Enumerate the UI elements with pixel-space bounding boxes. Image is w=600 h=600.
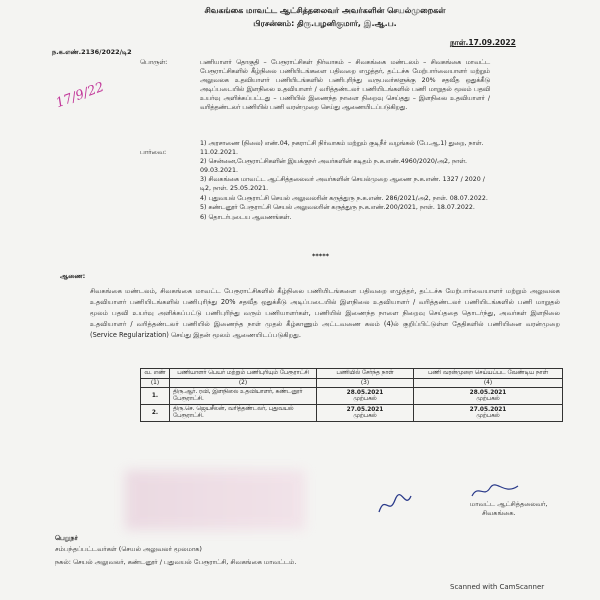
redacted-area [125, 470, 305, 530]
row-number: 2. [141, 405, 170, 422]
document-date: நாள்.17.09.2022 [450, 38, 516, 47]
table-row [141, 388, 563, 405]
table-row [141, 405, 563, 422]
regularized-date: 27.05.2021 [469, 406, 507, 413]
column-number: (1) [141, 379, 170, 388]
column-number-row [141, 379, 563, 388]
copy-to: நகல்: செயல் அலுவலர், கண்டனூர் / புதுவயல் பேரூராட்சி, சிவகங்கை மாவட்டம். [55, 558, 297, 566]
column-header: பணியில் சேர்ந்த நாள் [317, 369, 414, 379]
column-header: பணியாளர் பெயர் மற்றும் பணிபுரியும் பேரூராட்சி [170, 369, 317, 379]
separator-stars: ***** [312, 252, 329, 260]
column-number: (4) [414, 379, 563, 388]
column-number: (3) [317, 379, 414, 388]
subject-label: பொருள்: [140, 58, 168, 66]
references-list [200, 140, 490, 223]
employee-name: திரு.செ. ஜெயசீலன், வரித்தண்டலர், புதுவயல் பேரூராட்சி. [170, 405, 317, 422]
signatory-place: சிவகங்கை. [482, 509, 516, 517]
order-label: ஆணை: [60, 272, 86, 280]
joined-date: 28.05.2021 [346, 389, 384, 396]
joined-date: 27.05.2021 [346, 406, 384, 413]
handwritten-initials [54, 80, 106, 111]
regularized-note: முற்பகல் [476, 395, 500, 402]
table-header-row [141, 369, 563, 379]
signatory-title: மாவட்ட ஆட்சித்தலைவர், [470, 500, 548, 508]
document-page [30, 0, 590, 600]
joined-note: முற்பகல் [353, 412, 377, 419]
reference-item: 6) தொடர்புடைய ஆவணங்கள். [200, 213, 292, 221]
regularized-note: முற்பகல் [476, 412, 500, 419]
header-line-1: சிவகங்கை மாவட்ட ஆட்சித்தலைவர் அவர்களின் செயல்முறைகள் [204, 6, 446, 15]
column-header: பணி வரன்முறை செய்யப்பட வேண்டிய நாள் [414, 369, 563, 379]
column-header: வ. எண் [141, 369, 170, 379]
reference-item: 1) அரசாணை (நிலை) எண்.04, நகராட்சி நிர்வாகம் மற்றும் குடிநீர் வழங்கல் (பே.ஆ.1) துறை, நாள். 11.02.2021. [200, 140, 484, 156]
row-number: 1. [141, 388, 170, 405]
regularized-date: 28.05.2021 [469, 389, 507, 396]
reference-item: 3) சிவகங்கை மாவட்ட ஆட்சித்தலைவர் அவர்களின் செயல்முறை ஆணை ந.க.எண். 1327 / 2020 / டி2, நாள். 25.05.2021. [200, 176, 485, 192]
recipient-label: பெறுநர் [55, 534, 78, 542]
signatory-signature [470, 482, 520, 500]
reference-item: 2) சென்னை,பேரூராட்சிகளின் இயக்குநர் அவர்களின் கடிதம் ந.க.எண்.4960/2020/அ2, நாள். 09.03.2021. [200, 158, 468, 174]
reference-item: 4) புதுவயல் பேரூராட்சி செயல் அலுவலரின் கருத்துரு ந.க.எண். 286/2021/அ2, நாள். 08.07.2022. [200, 194, 488, 202]
reference-number: ந.க.எண்.2136/2022/டி2 [52, 48, 132, 56]
references-label: பார்வை: [140, 148, 167, 156]
signature-mark: 17/9/22 [53, 79, 107, 112]
employee-name: திரு.ஆர். ரவி, இளநிலை உதவியாளர், கண்டனூர் பேரூராட்சி. [170, 388, 317, 405]
recipient: சம்பந்தப்பட்டவர்கள் (செயல் அலுவலர் மூலமாக) [55, 545, 202, 553]
header-line-2: பிரசன்னம்: திரு.பழனிகுமார், இ.ஆ.ப. [253, 19, 397, 28]
regularization-table [140, 368, 563, 422]
reference-item: 5) கண்டனூர் பேரூராட்சி செயல் அலுவலரின் கருத்துரு ந.க.எண்.200/2021, நாள். 18.07.2022. [200, 204, 475, 212]
subject-text: பணியாளர் தொகுதி – பேரூராட்சிகள் நிர்வாகம் – சிவகங்கை மண்டலம் – சிவகங்கை மாவட்ட பேரூராட்சிகளில் கீழ்நிலை பணியிடங்களை பதிவறை எழுத்தர், தட்டச்சு மேற்பார்வையாளர் மற்றும் அலுவலக உதவியாளர் பணியிடங்களில் பணிபுரிந்து வருபவர்களுக்கு 20% சதவீத ஒதுக்கீடு அடிப்படையில் இளநிலை உதவியாளர் / வரித்தண்டலர் பணியிடங்களில் பணி மாறுதல் மூலம் பதவி உயர்வு அளிக்கப்பட்டது – பணியில் இணைந்த நாளை நிறைவு செய்தது – இளநிலை உதவியாளர் / வரித்தண்டலர் பணியில் பணி வரன்முறை செய்து ஆணையிடப்படுகிறது. [200, 59, 490, 111]
column-number: (2) [170, 379, 317, 388]
scanner-watermark: Scanned with CamScanner [450, 583, 545, 591]
order-text: சிவகங்கை மண்டலம், சிவகங்கை மாவட்ட பேரூராட்சிகளில் கீழ்நிலை பணியிடங்களை பதிவறை எழுத்தர், தட்டச்சு மேற்பார்வையாளர் மற்றும் அலுவலக உதவியாளர் பணியிடங்களில் பணிபுரிந்து 20% சதவீத ஒதுக்கீடு அடிப்படையில் இளநிலை உதவியாளர் / வரித்தண்டலர் பணியிடங்களில் பணி மாறுதல் மூலம் பதவி உயர்வு அளிக்கப்பட்டு பணிபுரிந்து வரும் பணியாளர்கள், பணியில் இணைந்த நாளை நிறைவு செய்ததை தொடர்ந்து, அவர்கள் இளநிலை உதவியாளர் / வரித்தண்டலர் பணியில் இணைந்த நாள் முதல் கீழ்காணும் அட்டவணை கலம் (4)ல் குறிப்பிட்டுள்ள தேதிகளில் பணியினை வரன்முறை (Service Regularization) செய்து இதன் மூலம் ஆணையிடப்படுகிறது. [90, 287, 560, 339]
handwritten-signature [375, 490, 415, 518]
joined-note: முற்பகல் [353, 395, 377, 402]
